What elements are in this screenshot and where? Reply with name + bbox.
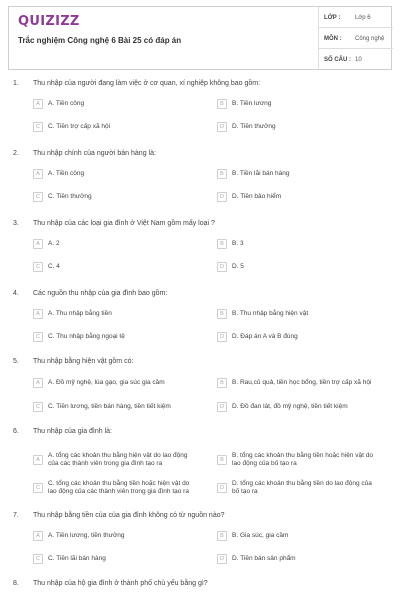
option-letter-box: C bbox=[33, 122, 43, 132]
option-letter-box: D bbox=[217, 402, 227, 412]
option-text: C. Thu nhập bằng ngoại tệ bbox=[48, 333, 125, 340]
option-text-line-2: của các thành viên trong gia đình tạo ra bbox=[48, 460, 163, 467]
option-text: C. Tiền thưởng bbox=[48, 193, 92, 200]
option-text: D. 5 bbox=[232, 263, 244, 270]
question-number: 7. bbox=[13, 512, 19, 519]
option-letter-box: C bbox=[33, 332, 43, 342]
meta-table bbox=[318, 7, 393, 69]
option-text: C. Tiền lãi bán hàng bbox=[48, 555, 106, 562]
option-text: B. 3 bbox=[232, 240, 244, 247]
option-letter-box: B bbox=[217, 239, 227, 249]
option-letter-box: C bbox=[33, 262, 43, 272]
document-title: Trắc nghiệm Công nghệ 6 Bài 25 có đáp án bbox=[18, 36, 182, 45]
option-text: B. Thu nhập bằng hiện vật bbox=[232, 310, 309, 317]
option-text: B. Tiền lãi bán hàng bbox=[232, 170, 290, 177]
option-text: A. Tiền lương, tiền thưởng bbox=[48, 532, 125, 539]
option-text: D. Tiền thưởng bbox=[232, 123, 276, 130]
option-letter-box: B bbox=[217, 309, 227, 319]
option-letter-box: A bbox=[33, 239, 43, 249]
option-text: B. tổng các khoản thu bằng tiền hoặc hiện vật do bbox=[232, 452, 373, 459]
option-text-line-2: bố tạo ra bbox=[232, 488, 258, 495]
meta-value-class: Lớp 6 bbox=[355, 15, 371, 21]
option-text: D. Tiền bán sản phẩm bbox=[232, 555, 296, 562]
option-text: A. Thu nhập bằng tiền bbox=[48, 310, 112, 317]
meta-value-count: 10 bbox=[355, 57, 362, 63]
question-number: 3. bbox=[13, 220, 19, 227]
option-text: A. 2 bbox=[48, 240, 60, 247]
option-text: A. Đồ mỹ nghệ, lúa gạo, gia súc gia cầm bbox=[48, 379, 165, 386]
option-text: D. tổng các khoản thu bằng tiền do lao động của bbox=[232, 480, 372, 487]
question-text: Thu nhập của hộ gia đình ở thành phố chủ yếu bằng gì? bbox=[33, 580, 208, 587]
question-text: Thu nhập bằng hiện vật gồm có: bbox=[33, 358, 134, 365]
option-letter-box: D bbox=[217, 122, 227, 132]
option-text: A. tổng các khoản thu bằng hiện vật do lao động bbox=[48, 452, 188, 459]
option-text: D. Đồ đan lát, đồ mỹ nghệ, tiền tiết kiệm bbox=[232, 403, 348, 410]
meta-row-subject bbox=[318, 28, 393, 49]
option-letter-box: C bbox=[33, 192, 43, 202]
option-letter-box: A bbox=[33, 455, 43, 465]
quizizz-logo: QUIZIZZ bbox=[18, 14, 80, 29]
question-text: Thu nhập của các loại gia đình ở Việt Nam gồm mấy loại ? bbox=[33, 220, 215, 227]
option-letter-box: B bbox=[217, 99, 227, 109]
question-text: Thu nhập chính của người bán hàng là: bbox=[33, 150, 156, 157]
option-text: A. Tiền công bbox=[48, 100, 85, 107]
option-letter-box: D bbox=[217, 192, 227, 202]
option-letter-box: D bbox=[217, 262, 227, 272]
question-number: 5. bbox=[13, 358, 19, 365]
option-letter-box: B bbox=[217, 378, 227, 388]
option-letter-box: C bbox=[33, 402, 43, 412]
meta-label-subject: MÔN : bbox=[324, 36, 342, 42]
option-text: B. Gia súc, gia cầm bbox=[232, 532, 289, 539]
option-letter-box: A bbox=[33, 378, 43, 388]
option-letter-box: A bbox=[33, 99, 43, 109]
meta-label-count: SỐ CÂU : bbox=[324, 57, 351, 63]
option-letter-box: A bbox=[33, 531, 43, 541]
option-letter-box: B bbox=[217, 531, 227, 541]
question-number: 4. bbox=[13, 290, 19, 297]
option-text: B. Tiền lương bbox=[232, 100, 272, 107]
option-letter-box: D bbox=[217, 554, 227, 564]
option-text: B. Rau,củ quả, tiền học bổng, tiền trợ cấp xã hội bbox=[232, 379, 372, 386]
option-text-line-2: lao động của các thành viên trong gia đình tạo ra bbox=[48, 488, 189, 495]
question-number: 6. bbox=[13, 428, 19, 435]
option-letter-box: D bbox=[217, 483, 227, 493]
option-text-line-2: lao động của bố tạo ra bbox=[232, 460, 297, 467]
question-number: 2. bbox=[13, 150, 19, 157]
option-text: C. Tiền trợ cấp xã hội bbox=[48, 123, 111, 130]
option-text: A. Tiền công bbox=[48, 170, 85, 177]
option-text: C. Tiền lương, tiền bán hàng, tiền tiết kiệm bbox=[48, 403, 171, 410]
meta-row-class bbox=[318, 7, 393, 28]
question-text: Thu nhập của người đang làm việc ở cơ quan, xí nghiệp không bao gồm: bbox=[33, 80, 261, 87]
question-text: Các nguồn thu nhập của gia đình bao gồm: bbox=[33, 290, 168, 297]
question-number: 1. bbox=[13, 80, 19, 87]
meta-row-count bbox=[318, 49, 393, 70]
option-letter-box: B bbox=[217, 455, 227, 465]
option-text: C. 4 bbox=[48, 263, 60, 270]
option-letter-box: A bbox=[33, 309, 43, 319]
meta-value-subject: Công nghệ bbox=[355, 36, 385, 42]
document-header bbox=[8, 6, 392, 70]
option-letter-box: A bbox=[33, 169, 43, 179]
option-text: C. tổng các khoản thu bằng tiền hoặc hiện vật do bbox=[48, 480, 190, 487]
question-text: Thu nhập bằng tiền của của gia đình không có từ nguồn nào? bbox=[33, 512, 225, 519]
meta-label-class: LỚP : bbox=[324, 15, 341, 21]
option-letter-box: D bbox=[217, 332, 227, 342]
option-letter-box: B bbox=[217, 169, 227, 179]
option-text: D. Tiền bảo hiểm bbox=[232, 193, 282, 200]
option-text: D. Đáp án A và B đúng bbox=[232, 333, 298, 340]
option-letter-box: C bbox=[33, 554, 43, 564]
question-text: Thu nhập của gia đình là: bbox=[33, 428, 113, 435]
option-letter-box: C bbox=[33, 483, 43, 493]
question-number: 8. bbox=[13, 580, 19, 587]
